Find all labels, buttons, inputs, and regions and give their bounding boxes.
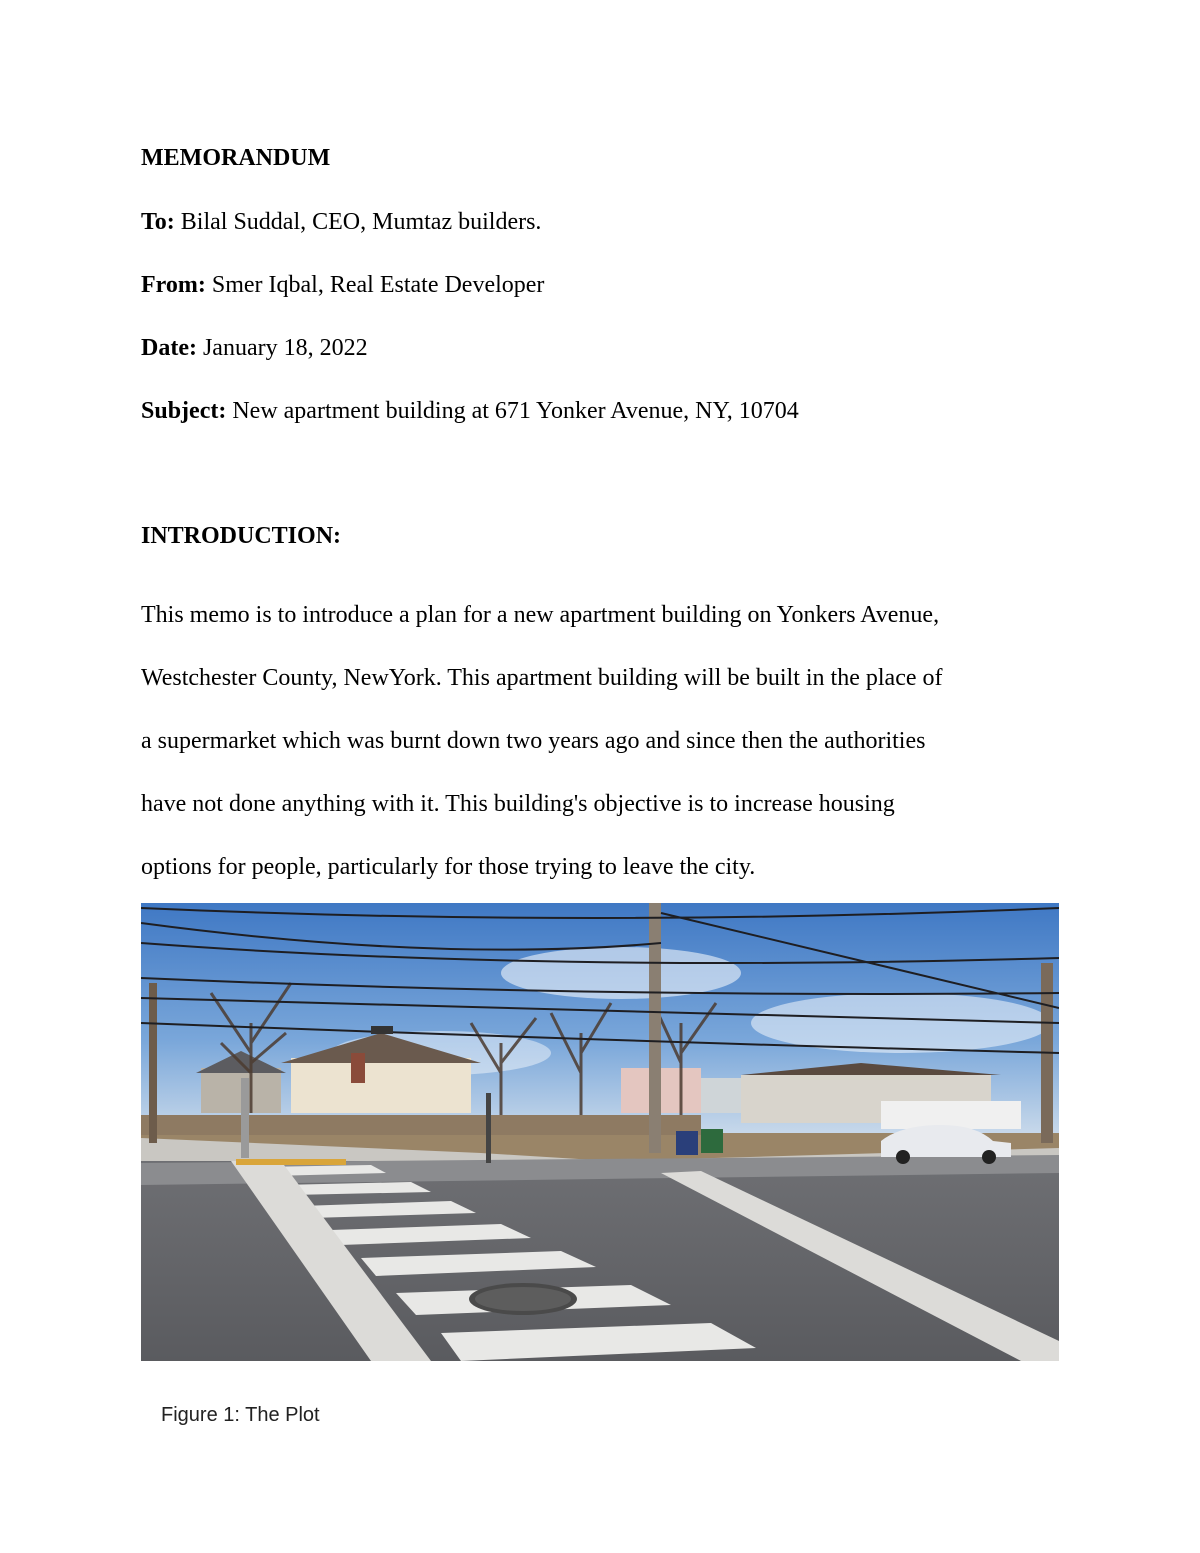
figure-caption: Figure 1: The Plot [161, 1404, 320, 1426]
introduction-heading: INTRODUCTION: [141, 523, 342, 549]
subject-label: Subject: [141, 398, 227, 424]
date-value: January 18, 2022 [196, 335, 368, 361]
subject-value: New apartment building at 671 Yonker Avenue, NY, 10704 [226, 398, 799, 424]
from-value: Smer Iqbal, Real Estate Developer [205, 272, 545, 298]
date-line [141, 334, 368, 362]
paragraph-line: options for people, particularly for those trying to leave the city. [141, 854, 756, 880]
paragraph-line: have not done anything with it. This building's objective is to increase housing [141, 791, 895, 817]
date-label: Date: [141, 335, 197, 361]
paragraph-line: Westchester County, NewYork. This apartment building will be built in the place of [141, 665, 943, 691]
plot-photo [141, 903, 1059, 1361]
to-line [141, 208, 541, 236]
paragraph-line: a supermarket which was burnt down two years ago and since then the authorities [141, 728, 926, 754]
subject-line [141, 397, 799, 425]
to-value: Bilal Suddal, CEO, Mumtaz builders. [174, 209, 542, 235]
from-line [141, 271, 544, 299]
paragraph-line: This memo is to introduce a plan for a new apartment building on Yonkers Avenue, [141, 602, 940, 628]
introduction-paragraph [141, 584, 1071, 899]
to-label: To: [141, 209, 175, 235]
memo-title: MEMORANDUM [141, 145, 331, 171]
from-label: From: [141, 272, 206, 298]
